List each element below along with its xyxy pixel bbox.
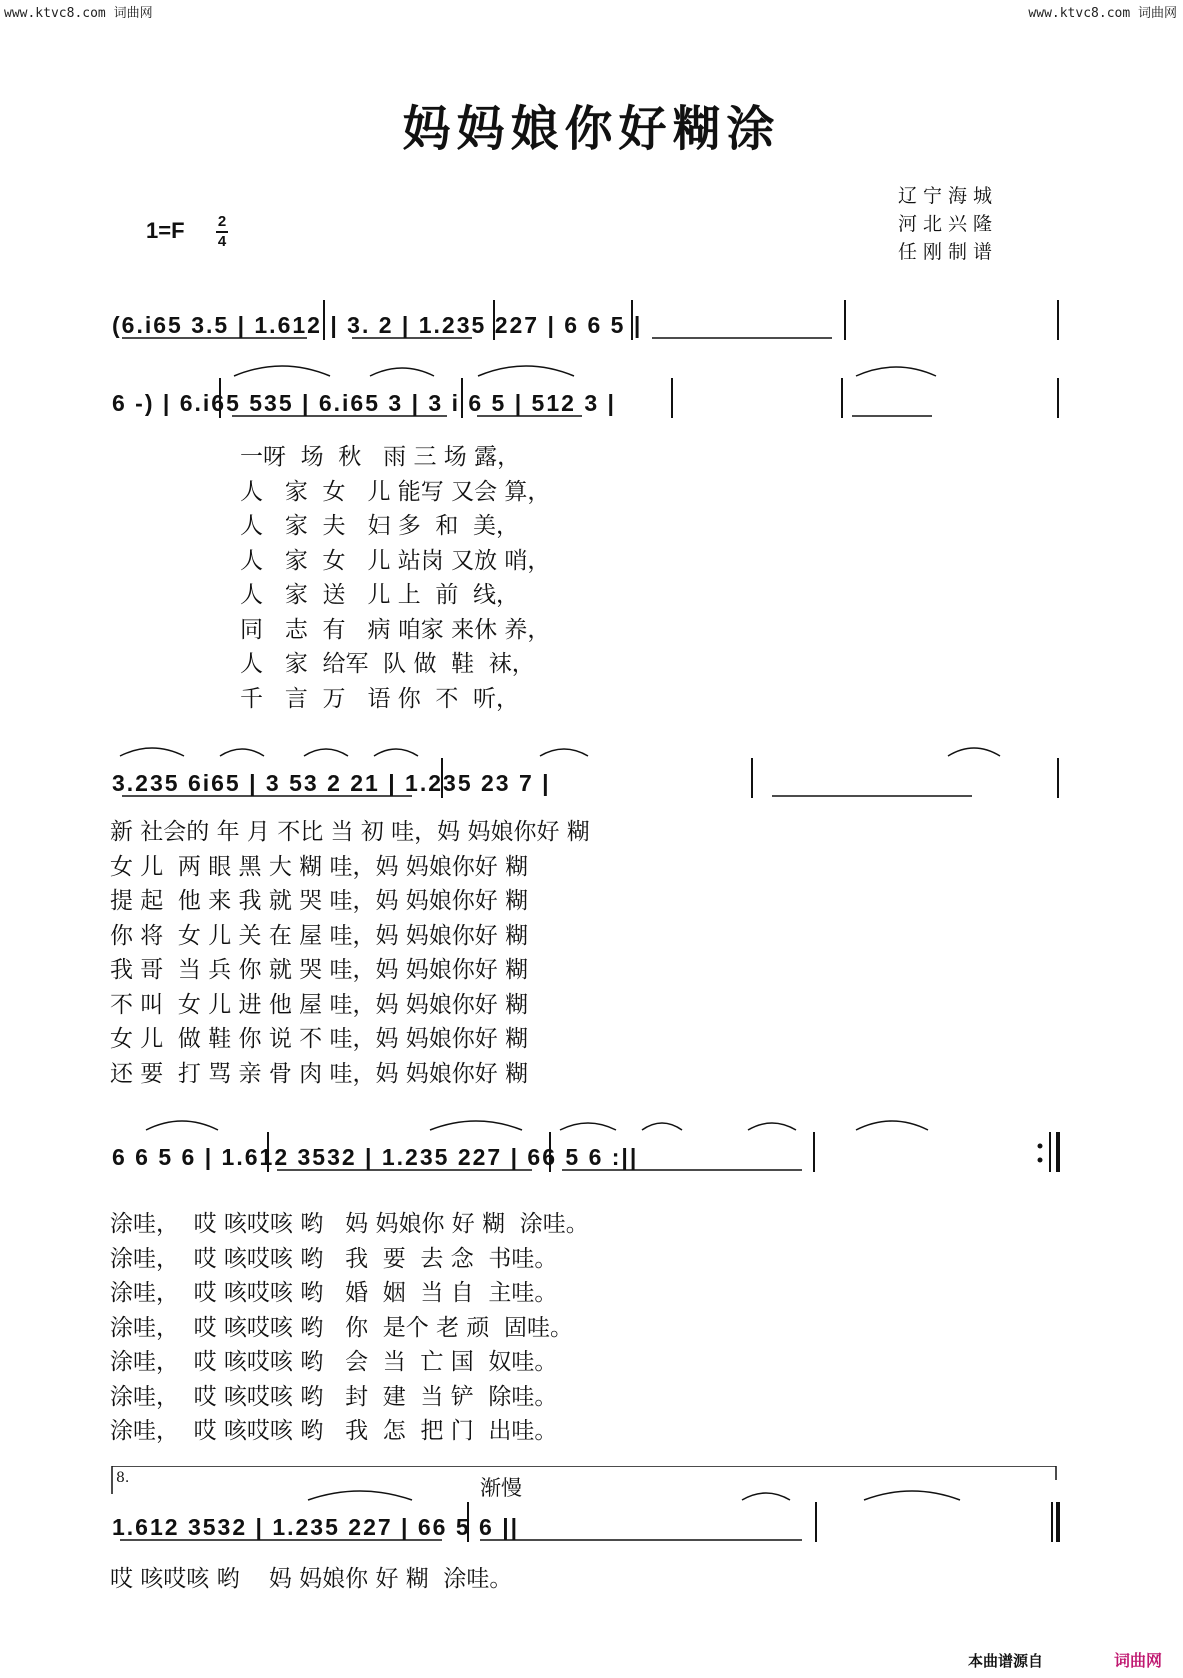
tempo-marking: 渐慢	[480, 1476, 522, 1500]
time-signature-bottom: 4	[217, 233, 227, 250]
verse-block-c	[110, 1207, 589, 1449]
staff-notes: 6 -) | 6.i65 535 | 6.i65 3 | 3 i 6 5 | 512 3 |	[112, 390, 616, 416]
verse-block-b	[110, 815, 590, 1091]
lyric-line: 女 儿 两 眼 黑 大 糊 哇，妈 妈娘你好 糊	[110, 853, 529, 880]
lyric-line: 你 将 女 儿 关 在 屋 哇，妈 妈娘你好 糊	[110, 922, 529, 949]
credit-line: 河北兴隆	[898, 213, 999, 235]
lyric-line: 哎 咳哎咳 哟 妈 妈娘你 好 糊 涂哇。	[110, 1566, 513, 1592]
credit-line: 辽宁海城	[898, 185, 999, 207]
lyric-line: 千 言 万 语 你 不 听，	[240, 685, 520, 712]
staff-line-1	[112, 300, 1062, 352]
page-title: 妈妈娘你好糊涂	[402, 101, 781, 157]
staff-notes: (6.i65 3.5 | 1.612 | 3. 2 | 1.235 227 | 6 6 5 |	[112, 312, 643, 338]
key-signature: 1=F	[146, 218, 185, 243]
lyric-line: 一呀 场 秋 雨 三 场 露，	[240, 444, 521, 470]
lyric-line: 涂哇， 哎 咳哎咳 哟 封 建 当 铲 除哇。	[110, 1383, 558, 1410]
staff-line-4	[112, 1132, 1062, 1184]
staff-notes: 1.612 3532 | 1.235 227 | 66 5 6 ||	[112, 1514, 520, 1540]
lyric-line: 提 起 他 来 我 就 哭 哇，妈 妈娘你好 糊	[110, 888, 529, 914]
lyric-line: 我 哥 当 兵 你 就 哭 哇，妈 妈娘你好 糊	[110, 957, 529, 983]
footer-source: 本曲谱源自	[968, 1652, 1044, 1670]
credit-line: 任刚制谱	[898, 241, 999, 263]
staff-line-5	[112, 1502, 1062, 1554]
lyric-line: 人 家 夫 妇 多 和 美，	[240, 513, 520, 539]
lyric-line: 女 儿 做 鞋 你 说 不 哇，妈 妈娘你好 糊	[110, 1026, 529, 1052]
lyric-line: 人 家 给军 队 做 鞋 袜，	[240, 651, 535, 677]
time-signature	[216, 214, 228, 250]
lyric-line: 人 家 女 儿 能写 又会 算，	[240, 478, 551, 505]
time-signature-top: 2	[217, 213, 227, 230]
lyric-line: 人 家 送 儿 上 前 线，	[240, 582, 520, 608]
lyric-line: 还 要 打 骂 亲 骨 肉 哇，妈 妈娘你好 糊	[110, 1060, 529, 1087]
staff-notes: 6 6 5 6 | 1.612 3532 | 1.235 227 | 66 5 6 :||	[112, 1144, 639, 1170]
staff-line-3	[112, 758, 1062, 810]
credits	[898, 182, 998, 266]
header-right[interactable]: www.ktvc8.com 词曲网	[1028, 6, 1177, 21]
staff-notes: 3.235 6i65 | 3 53 2 21 | 1.235 23 7 |	[112, 770, 551, 796]
lyric-line: 新 社会的 年 月 不比 当 初 哇，妈 妈娘你好 糊	[110, 819, 590, 845]
staff-line-2	[112, 378, 1062, 430]
lyric-line: 同 志 有 病 咱家 来休 养，	[240, 616, 551, 643]
volta-label: 8.	[116, 1470, 130, 1486]
lyric-line: 人 家 女 儿 站岗 又放 哨，	[240, 547, 551, 574]
lyric-line: 涂哇， 哎 咳哎咳 哟 婚 姻 当 自 主哇。	[110, 1280, 558, 1306]
header-left[interactable]: www.ktvc8.com 词曲网	[4, 6, 153, 21]
verse-block-a	[240, 440, 550, 716]
lyric-line: 涂哇， 哎 咳哎咳 哟 会 当 亡 国 奴哇。	[110, 1349, 558, 1375]
lyric-line: 涂哇， 哎 咳哎咳 哟 妈 妈娘你 好 糊 涂哇。	[110, 1211, 589, 1237]
verse-block-d	[110, 1562, 512, 1597]
lyric-line: 涂哇， 哎 咳哎咳 哟 你 是个 老 顽 固哇。	[110, 1314, 574, 1341]
lyric-line: 涂哇， 哎 咳哎咳 哟 我 怎 把 门 出哇。	[110, 1418, 558, 1444]
lyric-line: 涂哇， 哎 咳哎咳 哟 我 要 去 念 书哇。	[110, 1245, 558, 1272]
lyric-line: 不 叫 女 儿 进 他 屋 哇，妈 妈娘你好 糊	[110, 991, 529, 1018]
footer-logo[interactable]: 词曲网	[1114, 1651, 1163, 1670]
